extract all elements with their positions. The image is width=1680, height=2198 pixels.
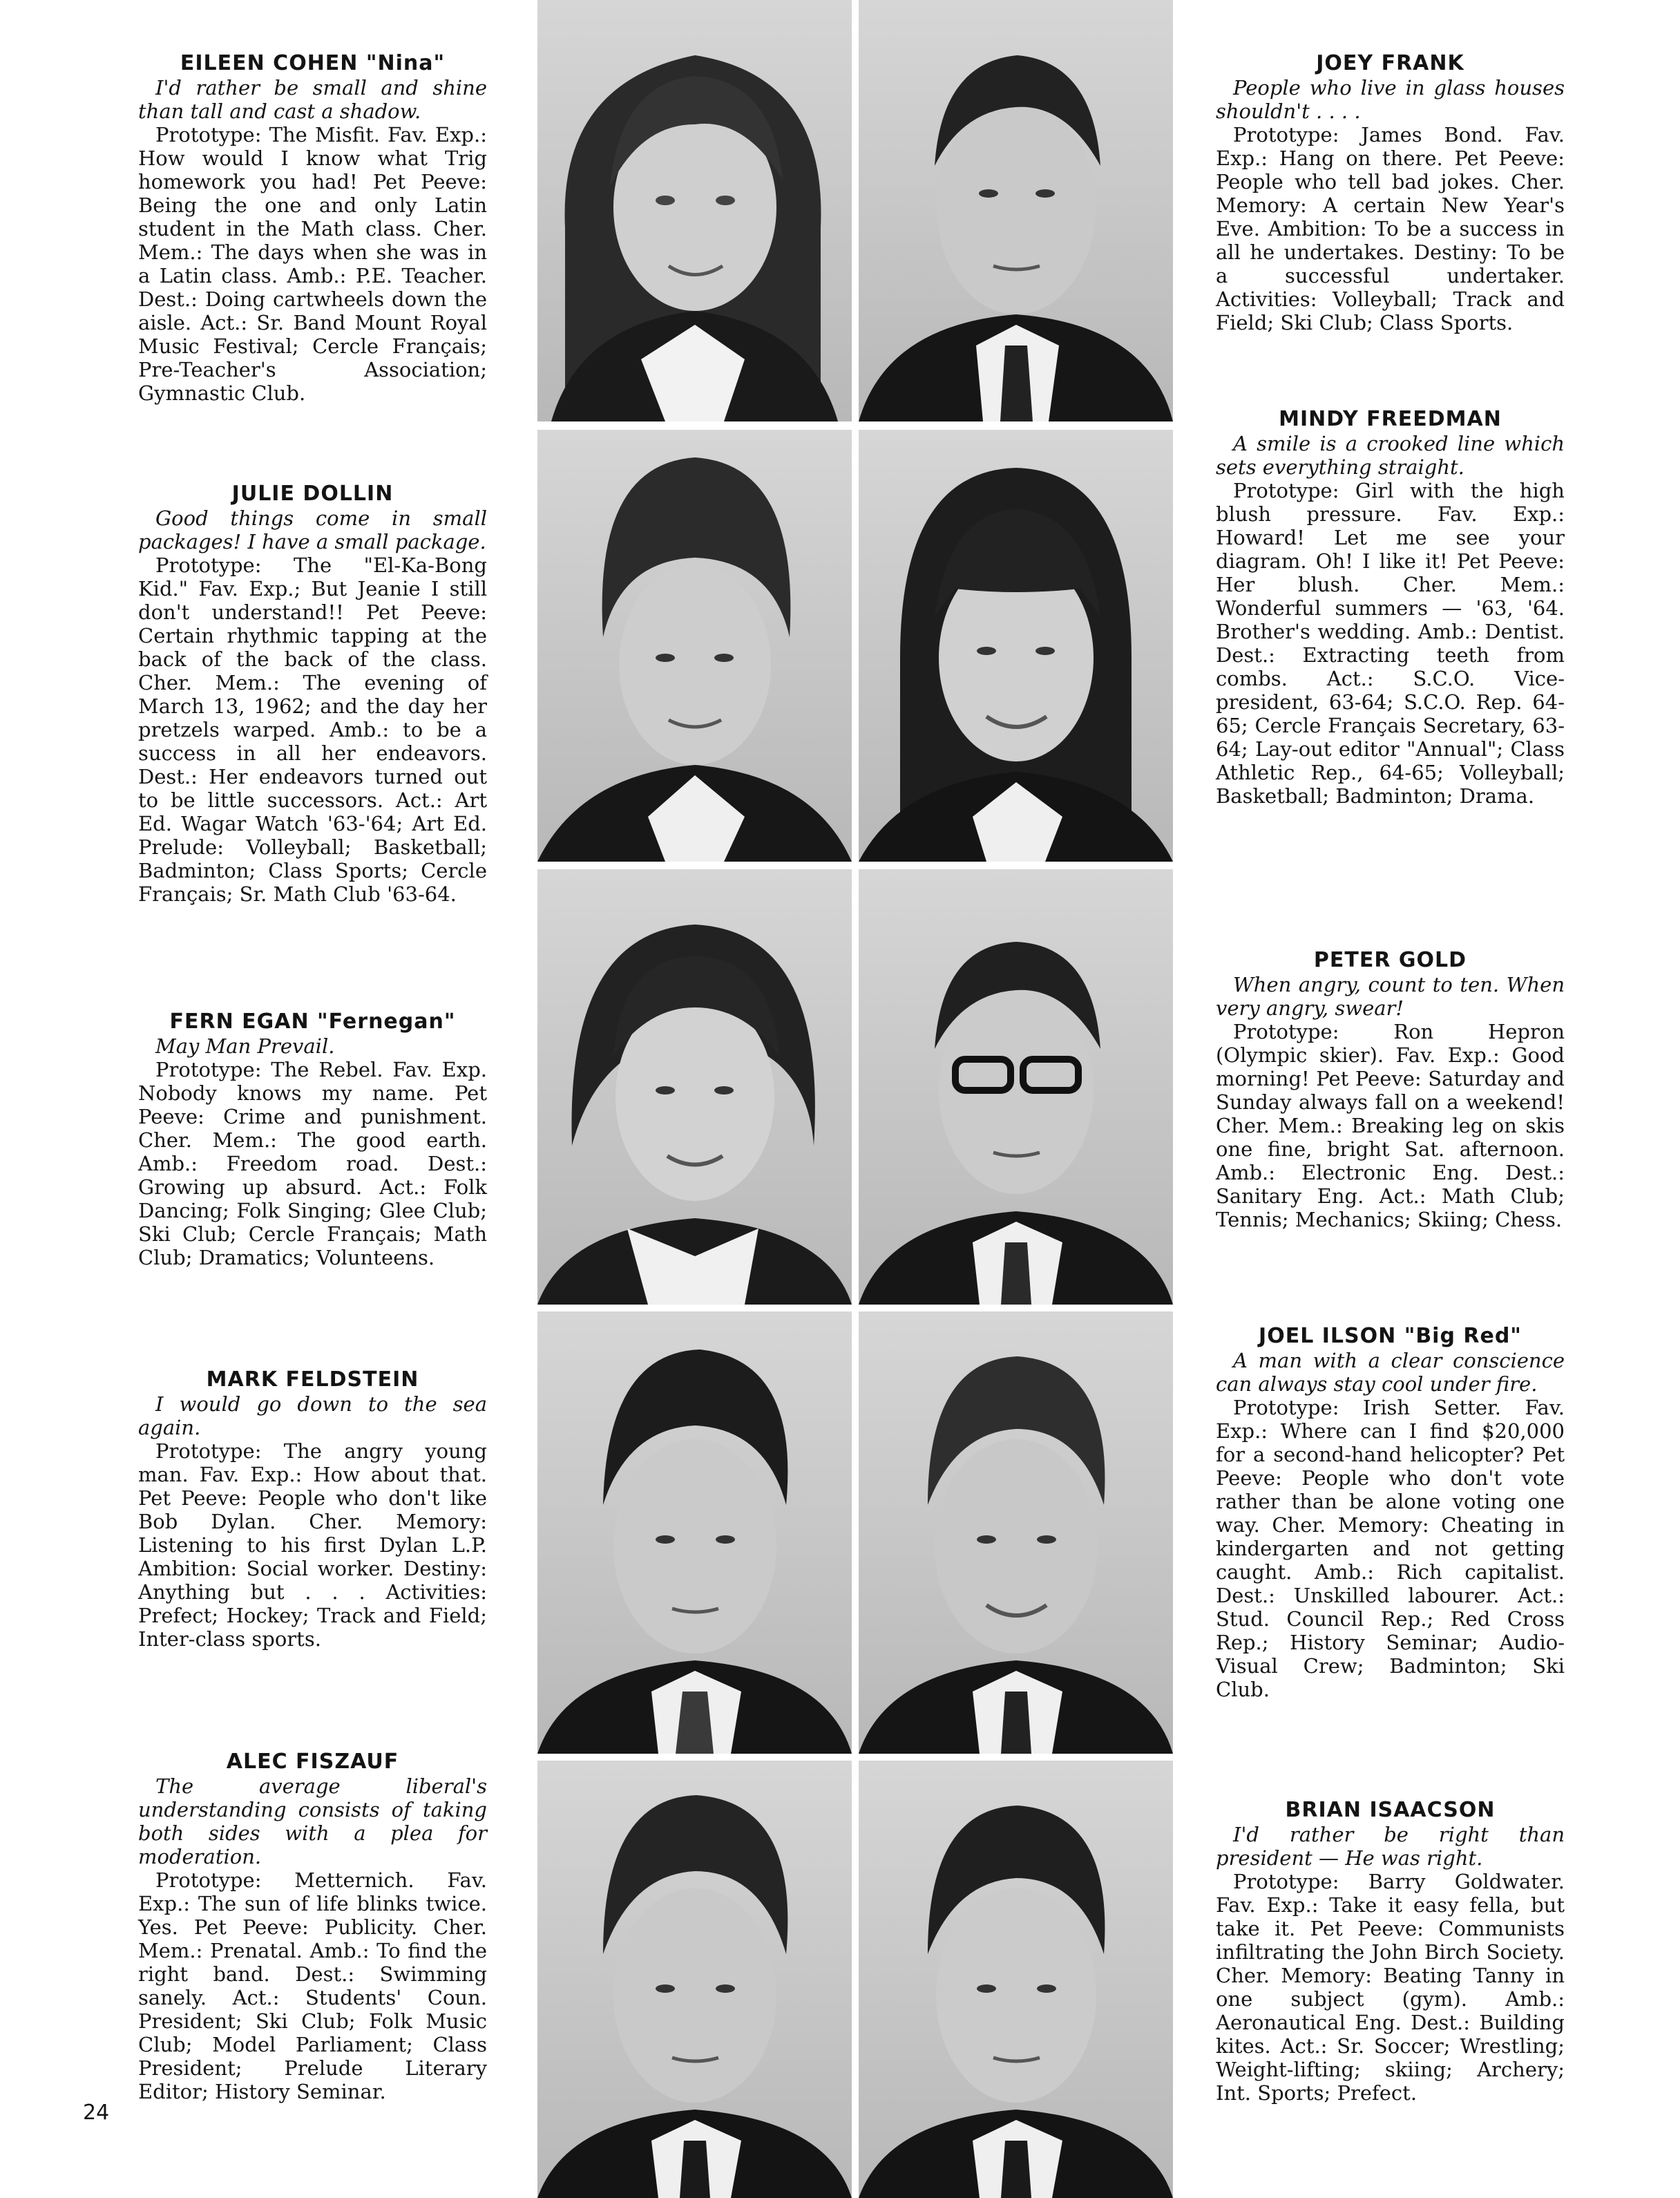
student-bio: Prototype: The angry young man. Fav. Exp.: How about that. Pet Peeve: People who don't like Bob Dylan. Cher. Memory: Listening to his first Dylan L.P. Ambition: Social worker. Destiny: Anything but . . . Activities: Prefect; Hockey; Track and Field; Inter-class sports. <box>138 1439 487 1651</box>
student-bio: Prototype: The Rebel. Fav. Exp. Nobody knows my name. Pet Peeve: Crime and punishment. Cher. Mem.: The good earth. Amb.: Freedom road. Dest.: Growing up absurd. Act.: Folk Dancing; Folk Singing; Glee Club; Ski Club; Cercle Français; Math Club; Dramatics; Volunteens. <box>138 1058 487 1269</box>
student-motto: Good things come in small packages! I have a small package. <box>138 506 487 553</box>
student-bio: Prototype: James Bond. Fav. Exp.: Hang on there. Pet Peeve: People who tell bad jokes. Cher. Memory: A certain New Year's Eve. Ambition: To be a success in all he undertakes. Destiny: To be a successful undertaker. Activities: Volleyball; Track and Field; Ski Club; Class Sports. <box>1216 123 1565 334</box>
student-motto: The average liberal's understanding consists of taking both sides with a plea for moderation. <box>138 1774 487 1868</box>
student-name: PETER GOLD <box>1313 948 1467 972</box>
entry-brian-isaacson <box>1216 1799 1565 2105</box>
student-motto: I'd rather be right than president — He was right. <box>1216 1823 1565 1870</box>
student-motto: A man with a clear conscience can always stay cool under fire. <box>1216 1349 1565 1396</box>
student-motto: I'd rather be small and shine than tall and cast a shadow. <box>138 76 487 123</box>
student-bio: Prototype: Metternich. Fav. Exp.: The sun of life blinks twice. Yes. Pet Peeve: Publicity. Cher. Mem.: Prenatal. Amb.: To find the right band. Dest.: Swimming sanely. Act.: Students' Coun. President; Ski Club; Folk Music Club; Model Parliament; Class President; Prelude Literary Editor; History Seminar. <box>138 1868 487 2103</box>
student-bio: Prototype: The "El-Ka-Bong Kid." Fav. Exp.; But Jeanie I still don't understand!! Pet Peeve: Certain rhythmic tapping at the back of the back of the class. Cher. Mem.: The evening of March 13, 1962; and the day her pretzels warped. Amb.: to be a success in all her endeavors. Dest.: Her endeavors turned out to be little successors. Act.: Art Ed. Wagar Watch '63-'64; Art Ed. Prelude: Volleyball; Basketball; Badminton; Class Sports; Cercle Français; Sr. Math Club '63-64. <box>138 553 487 906</box>
portrait-photo-mindy-freedman <box>859 430 1173 862</box>
portrait-photo-mark-feldstein <box>537 1311 852 1754</box>
entry-eileen-cohen <box>138 52 487 405</box>
portrait-photo-julie-dollin <box>537 430 852 862</box>
entry-mindy-freedman <box>1216 408 1565 808</box>
portrait-photo-peter-gold <box>859 869 1173 1305</box>
student-motto: People who live in glass houses shouldn't . . . . <box>1216 76 1565 123</box>
student-name: JULIE DOLLIN <box>231 482 394 506</box>
entry-joey-frank <box>1216 52 1565 334</box>
student-name: MARK FELDSTEIN <box>206 1367 419 1392</box>
student-motto: When angry, count to ten. When very angry, swear! <box>1216 973 1565 1020</box>
student-bio: Prototype: Girl with the high blush pressure. Fav. Exp.: Howard! Let me see your diagram. Oh! I like it! Pet Peeve: Her blush. Cher. Mem.: Wonderful summers — '63, '64. Brother's wedding. Amb.: Dentist. Dest.: Extracting teeth from combs. Act.: S.C.O. Vice-president, 63-64; S.C.O. Rep. 64-65; Cercle Français Secretary, 63-64; Lay-out editor "Annual"; Class Athletic Rep., 64-65; Volleyball; Basketball; Badminton; Drama. <box>1216 479 1565 808</box>
student-bio: Prototype: The Misfit. Fav. Exp.: How would I know what Trig homework you had! Pet Peeve: Being the one and only Latin student in the Math class. Cher. Mem.: The days when she was in a Latin class. Amb.: P.E. Teacher. Dest.: Doing cartwheels down the aisle. Act.: Sr. Band Mount Royal Music Festival; Cercle Français; Pre-Teacher's Association; Gymnastic Club. <box>138 123 487 405</box>
student-bio: Prototype: Irish Setter. Fav. Exp.: Where can I find $20,000 for a second-hand helicopter? Pet Peeve: People who don't vote rather than be alone voting one way. Cher. Memory: Cheating in kindergarten and not getting caught. Amb.: Rich capitalist. Dest.: Unskilled labourer. Act.: Stud. Council Rep.; Red Cross Rep.; History Seminar; Audio-Visual Crew; Badminton; Ski Club. <box>1216 1396 1565 1701</box>
student-name: ALEC FISZAUF <box>226 1750 399 1774</box>
portrait-photo-joel-ilson <box>859 1311 1173 1754</box>
portrait-photo-fern-egan <box>537 869 852 1305</box>
entry-alec-fiszauf <box>138 1750 487 2103</box>
student-bio: Prototype: Barry Goldwater. Fav. Exp.: Take it easy fella, but take it. Pet Peeve: Communists infiltrating the John Birch Society. Cher. Memory: Beating Tanny in one subject (gym). Amb.: Aeronautical Eng. Dest.: Building kites. Act.: Sr. Soccer; Wrestling; Weight-lifting; skiing; Archery; Int. Sports; Prefect. <box>1216 1870 1565 2105</box>
entry-joel-ilson <box>1216 1325 1565 1701</box>
entry-peter-gold <box>1216 949 1565 1231</box>
entry-julie-dollin <box>138 482 487 906</box>
student-name: JOEY FRANK <box>1316 51 1464 75</box>
student-motto: A smile is a crooked line which sets everything straight. <box>1216 432 1565 479</box>
student-bio: Prototype: Ron Hepron (Olympic skier). Fav. Exp.: Good morning! Pet Peeve: Saturday and Sunday always fall on a weekend! Cher. Mem.: Breaking leg on skis one fine, bright Sat. afternoon. Amb.: Electronic Eng. Dest.: Sanitary Eng. Act.: Math Club; Tennis; Mechanics; Skiing; Chess. <box>1216 1020 1565 1231</box>
student-name: MINDY FREEDMAN <box>1279 407 1502 431</box>
portrait-photo-brian-isaacson <box>859 1761 1173 2198</box>
portrait-photo-alec-fiszauf <box>537 1761 852 2198</box>
entry-fern-egan <box>138 1010 487 1269</box>
student-name: EILEEN COHEN "Nina" <box>180 51 446 75</box>
student-motto: I would go down to the sea again. <box>138 1392 487 1439</box>
student-name: FERN EGAN "Fernegan" <box>169 1010 456 1034</box>
entry-mark-feldstein <box>138 1368 487 1651</box>
page-number: 24 <box>83 2101 110 2125</box>
student-motto: May Man Prevail. <box>155 1034 335 1058</box>
portrait-photo-joey-frank <box>859 0 1173 421</box>
student-name: JOEL ILSON "Big Red" <box>1259 1324 1522 1348</box>
student-name: BRIAN ISAACSON <box>1285 1798 1496 1822</box>
portrait-photo-eileen-cohen <box>537 0 852 421</box>
